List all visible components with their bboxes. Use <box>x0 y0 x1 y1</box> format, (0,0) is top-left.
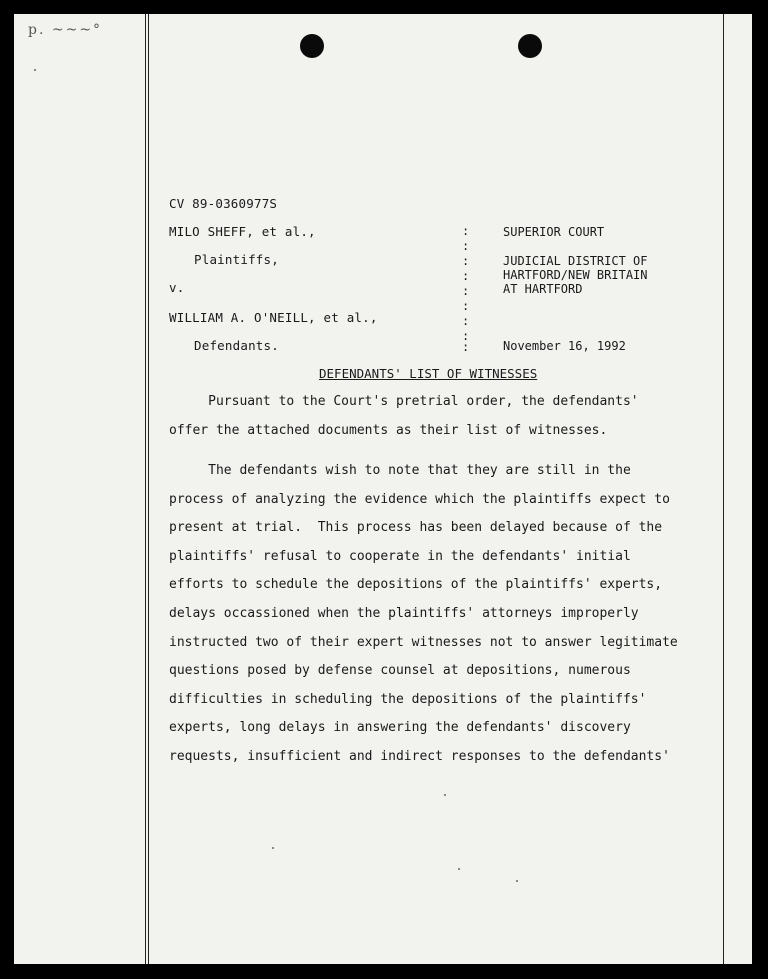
district-line-3: AT HARTFORD <box>503 282 583 296</box>
margin-rule-left <box>145 14 146 964</box>
paragraph-line: The defendants wish to note that they are still in the <box>169 463 631 478</box>
docket-number: CV 89-0360977S <box>169 196 278 211</box>
scan-speck <box>272 847 274 849</box>
caption-colon: : <box>462 239 470 253</box>
handwritten-mark-icon: p. ~~~° <box>28 22 103 38</box>
plaintiff-name: MILO SHEFF, et al., <box>169 224 316 239</box>
district-line-2: HARTFORD/NEW BRITAIN <box>503 268 648 282</box>
paragraph-line: offer the attached documents as their list of witnesses. <box>169 422 608 438</box>
document-page <box>14 14 752 964</box>
paragraph-line: questions posed by defense counsel at depositions, numerous <box>169 663 631 679</box>
district-line-1: JUDICIAL DISTRICT OF <box>503 254 648 268</box>
versus: v. <box>169 280 185 295</box>
caption-colon: : <box>462 284 470 298</box>
caption-colon: : <box>462 224 470 238</box>
filing-date: November 16, 1992 <box>503 339 626 353</box>
scan-speck <box>516 880 518 882</box>
caption-colon: : <box>462 329 470 343</box>
caption-colon: : <box>462 269 470 283</box>
court-name: SUPERIOR COURT <box>503 225 605 239</box>
paragraph-line: delays occassioned when the plaintiffs' attorneys improperly <box>169 605 639 621</box>
caption-colon: : <box>462 299 470 313</box>
paragraph-1 <box>169 388 729 445</box>
defendant-role: Defendants. <box>194 338 279 353</box>
paragraph-line: present at trial. This process has been delayed because of the <box>169 520 663 536</box>
paragraph-line: process of analyzing the evidence which the plaintiffs expect to <box>169 491 670 507</box>
paragraph-line: requests, insufficient and indirect responses to the defendants' <box>169 748 670 764</box>
caption-colon: : <box>462 340 470 354</box>
paragraph-line: difficulties in scheduling the depositions of the plaintiffs' <box>169 691 647 707</box>
margin-rule-left-inner <box>148 14 149 964</box>
paragraph-line: instructed two of their expert witnesses not to answer legitimate <box>169 634 678 650</box>
paragraph-line: experts, long delays in answering the defendants' discovery <box>169 720 631 736</box>
punch-hole-right <box>518 34 542 58</box>
punch-hole-left <box>300 34 324 58</box>
caption-colon: : <box>462 254 470 268</box>
paragraph-2 <box>169 457 729 772</box>
scan-speck <box>458 868 460 870</box>
plaintiff-role: Plaintiffs, <box>194 252 279 267</box>
paragraph-line: Pursuant to the Court's pretrial order, the defendants' <box>169 394 639 409</box>
caption-colon: : <box>462 314 470 328</box>
defendant-name: WILLIAM A. O'NEILL, et al., <box>169 310 378 325</box>
scan-speck <box>34 69 36 71</box>
paragraph-line: plaintiffs' refusal to cooperate in the defendants' initial <box>169 548 631 564</box>
paragraph-line: efforts to schedule the depositions of the plaintiffs' experts, <box>169 577 663 593</box>
document-title: DEFENDANTS' LIST OF WITNESSES <box>319 366 538 381</box>
scan-speck <box>444 794 446 796</box>
